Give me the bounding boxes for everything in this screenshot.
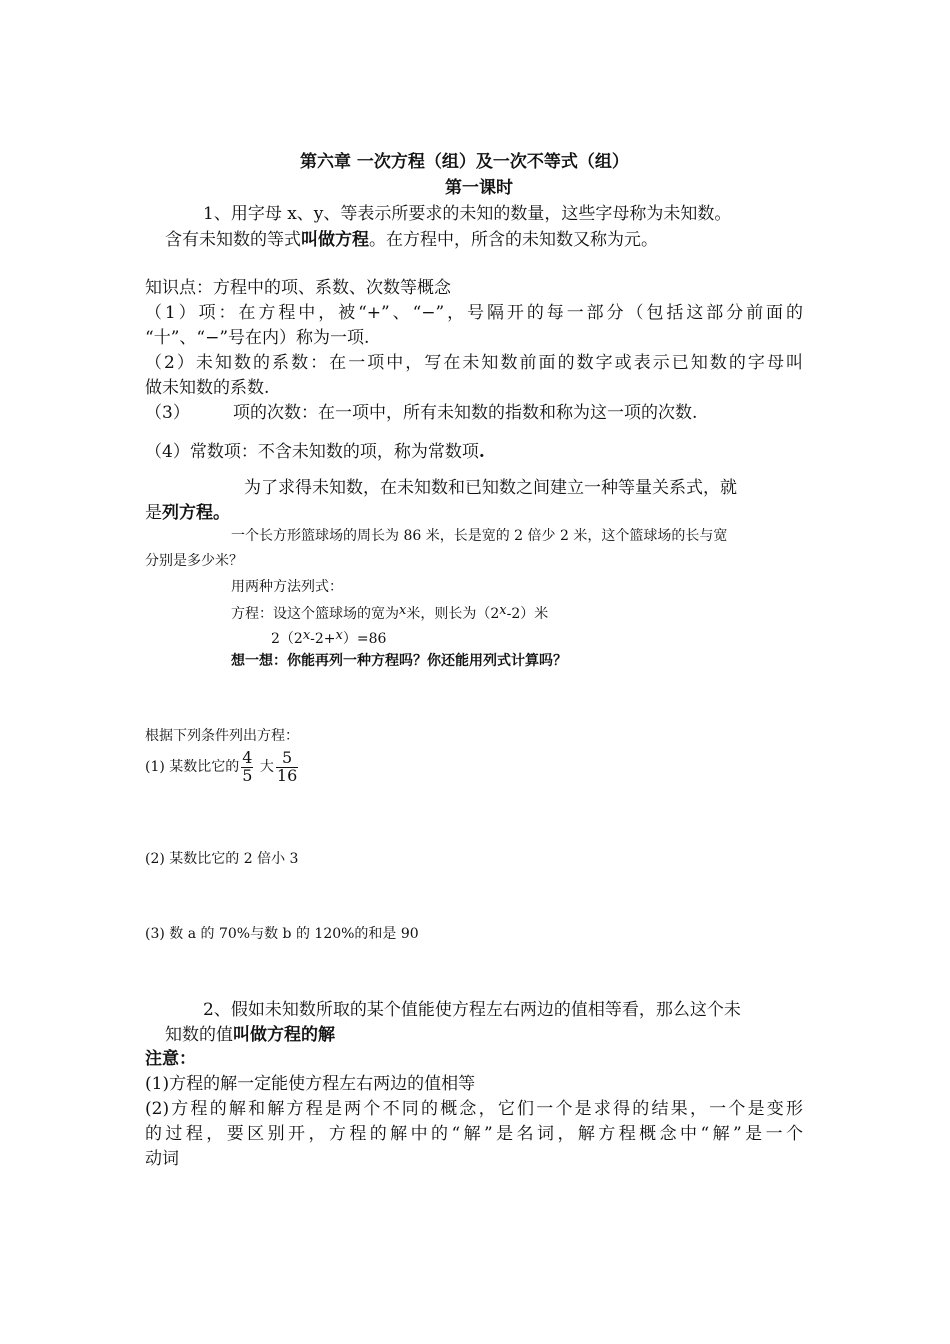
knowledge-item-3-number: （3） [145,403,190,423]
example-equation-1 [231,603,548,623]
note-item-2-line-3: 动词 [145,1149,179,1169]
variable-x: x [335,628,343,643]
variable-x: x [499,603,507,618]
knowledge-item-4-period: . [478,442,485,462]
example-methods: 用两种方法列式： [231,579,343,595]
definition-1-line-1: 1、用字母 x、y、等表示所要求的未知的数量，这些字母称为未知数。 [203,204,732,224]
condition-2: (2) 某数比它的 2 倍小 3 [145,851,299,867]
condition-1 [145,750,300,785]
fraction-five-sixteenths [276,750,298,785]
list-equation-line-2 [145,503,230,523]
fraction-denominator: 16 [276,765,298,785]
equation-1-part-a: 方程：设这个篮球场的宽为 [231,606,399,622]
variable-x: x [399,603,407,618]
equation-2-part-b: -2+ [310,631,336,647]
note-item-2-line-2: 的过程，要区别开，方程的解中的“解”是名词，解方程概念中“解”是一个 [145,1124,803,1144]
definition-1-text: 含有未知数的等式 [165,230,301,250]
condition-3: (3) 数 a 的 70%与数 b 的 120%的和是 90 [145,926,419,942]
list-equation-term: 列方程。 [162,503,230,523]
knowledge-heading: 知识点：方程中的项、系数、次数等概念 [145,278,451,298]
think-prompt: 想一想：你能再列一种方程吗？你还能用列式计算吗？ [231,653,567,669]
definition-1-term: 叫做方程 [301,230,369,250]
equation-1-part-b: 米，则长为（2 [406,606,500,622]
page-subtitle: 第一课时 [445,178,513,198]
equation-2-part-a: 2（2 [271,631,303,647]
definition-1-line-2 [165,230,658,250]
conditions-heading: 根据下列条件列出方程： [145,728,299,744]
definition-2-line-1: 2、假如未知数所取的某个值能使方程左右两边的值相等看，那么这个未 [203,1000,741,1020]
equation-2-part-c: ）=86 [342,631,387,647]
condition-1-text: (1) 某数比它的 [145,758,240,775]
fraction-four-fifths [241,750,253,785]
variable-x: x [302,628,311,643]
example-line-2: 分别是多少米？ [145,553,243,569]
knowledge-item-1-line-1: （1）项：在方程中，被“+”、“−”，号隔开的每一部分（包括这部分前面的 [145,303,803,323]
definition-2-text: 知数的值 [165,1025,233,1045]
equation-1-part-c: -2）米 [506,606,549,622]
example-line-1: 一个长方形篮球场的周长为 86 米，长是宽的 2 倍少 2 米，这个篮球场的长与宽 [231,528,728,544]
fraction-numerator: 4 [242,748,253,767]
list-equation-line-1: 为了求得未知数，在未知数和已知数之间建立一种等量关系式，就 [244,478,737,498]
knowledge-item-1-line-2: “十”、“−”号在内）称为一项. [145,328,370,348]
knowledge-item-2-line-1: （2）未知数的系数：在一项中，写在未知数前面的数字或表示已知数的字母叫 [145,353,803,373]
definition-2-term: 叫做方程的解 [233,1025,335,1045]
page-title: 第六章 一次方程（组）及一次不等式（组） [300,152,629,172]
condition-1-compare: 大 [255,758,274,775]
fraction-numerator: 5 [276,750,298,768]
knowledge-item-2-line-2: 做未知数的系数. [145,378,270,398]
note-item-2-line-1: (2)方程的解和解方程是两个不同的概念，它们一个是求得的结果，一个是变形 [145,1099,803,1119]
knowledge-item-4 [145,442,485,462]
list-equation-text: 是 [145,503,162,523]
note-heading: 注意： [145,1049,196,1069]
knowledge-item-4-text: （4）常数项：不含未知数的项，称为常数项 [145,442,479,462]
note-item-1: (1)方程的解一定能使方程左右两边的值相等 [145,1074,476,1094]
knowledge-item-3-text: 项的次数：在一项中，所有未知数的指数和称为这一项的次数. [233,403,698,423]
definition-2-line-2 [165,1025,335,1045]
fraction-denominator: 5 [242,765,253,785]
example-equation-2 [271,628,386,648]
definition-1-tail: 。在方程中，所含的未知数又称为元。 [369,230,658,250]
